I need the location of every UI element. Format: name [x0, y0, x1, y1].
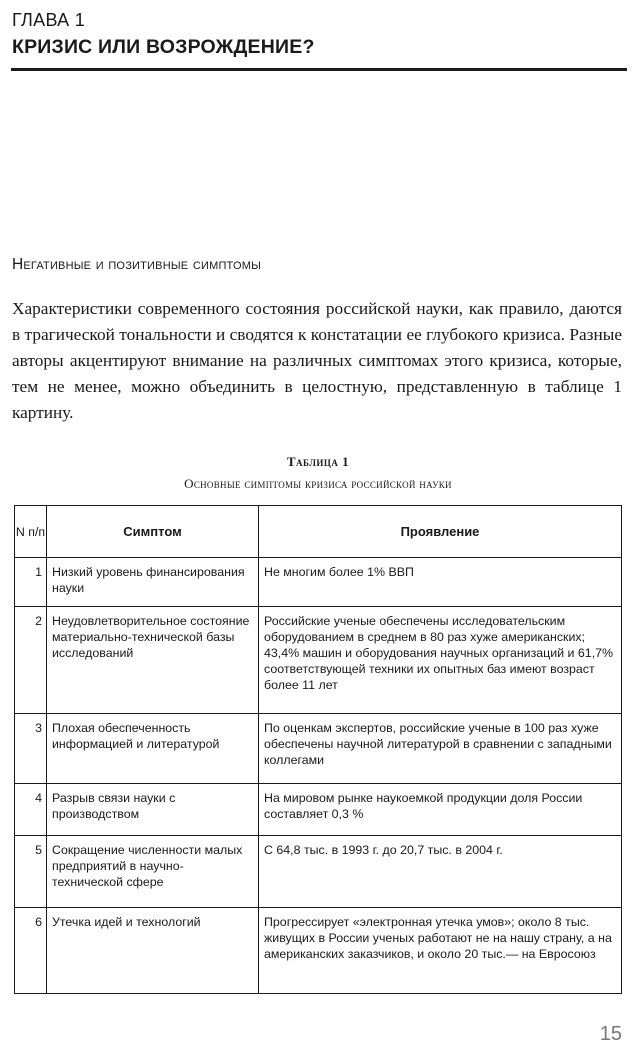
- row-symptom: Неудовлетворительное состояние материально-технической базы исследований: [47, 607, 259, 714]
- row-symptom: Плохая обеспеченность информацией и литературой: [47, 714, 259, 784]
- row-number: 2: [15, 607, 47, 714]
- table-header-row: [15, 506, 622, 558]
- header-symptom: Симптом: [47, 506, 259, 558]
- header-number: N п/п: [15, 506, 47, 558]
- row-manifestation: Не многим более 1% ВВП: [259, 558, 622, 607]
- table-row: [15, 836, 622, 908]
- table-row: [15, 558, 622, 607]
- row-number: 5: [15, 836, 47, 908]
- body-paragraph: Характеристики современного состояния российской науки, как правило, даются в трагической тональности и сводятся к констатации ее глубокого кризиса. Разные авторы акцентируют внимание на различных симптомах этого кризиса, которые, тем не менее, можно объединить в целостную, представленную в таблице 1 картину.: [12, 299, 622, 422]
- section-heading: Негативные и позитивные симптомы: [12, 256, 262, 273]
- table-subcaption: Основные симптомы кризиса российской науки: [184, 476, 452, 491]
- table-row: [15, 908, 622, 994]
- row-manifestation: Прогрессирует «электронная утечка умов»; около 8 тыс. живущих в России ученых работают не на нашу страну, а на американских заказчиков, и около 20 тыс.— на Евросоюз: [259, 908, 622, 994]
- row-symptom: Низкий уровень финансирования науки: [47, 558, 259, 607]
- header-manifestation: Проявление: [259, 506, 622, 558]
- row-number: 3: [15, 714, 47, 784]
- row-manifestation: На мировом рынке наукоемкой продукции доля России составляет 0,3 %: [259, 784, 622, 836]
- table-row: [15, 714, 622, 784]
- chapter-title: КРИЗИС ИЛИ ВОЗРОЖДЕНИЕ?: [12, 36, 315, 58]
- row-number: 1: [15, 558, 47, 607]
- symptoms-table: [14, 505, 622, 994]
- chapter-title-rule: [11, 68, 627, 71]
- row-symptom: Сокращение численности малых предприятий в научно-технической сфере: [47, 836, 259, 908]
- row-number: 6: [15, 908, 47, 994]
- table-caption: Таблица 1: [286, 454, 350, 469]
- table-row: [15, 784, 622, 836]
- chapter-label: ГЛАВА 1: [12, 10, 86, 30]
- page-number: 15: [599, 1023, 622, 1045]
- row-manifestation: По оценкам экспертов, российские ученые в 100 раз хуже обеспечены научной литературой в сравнении с западными коллегами: [259, 714, 622, 784]
- table-row: [15, 607, 622, 714]
- row-symptom: Утечка идей и технологий: [47, 908, 259, 994]
- row-number: 4: [15, 784, 47, 836]
- row-manifestation: Российские ученые обеспечены исследовательским оборудованием в среднем в 80 раз хуже американских; 43,4% машин и оборудования научных организаций и 61,7% соответствующей техники их опытных баз имеют возраст более 11 лет: [259, 607, 622, 714]
- row-manifestation: С 64,8 тыс. в 1993 г. до 20,7 тыс. в 2004 г.: [259, 836, 622, 908]
- row-symptom: Разрыв связи науки с производством: [47, 784, 259, 836]
